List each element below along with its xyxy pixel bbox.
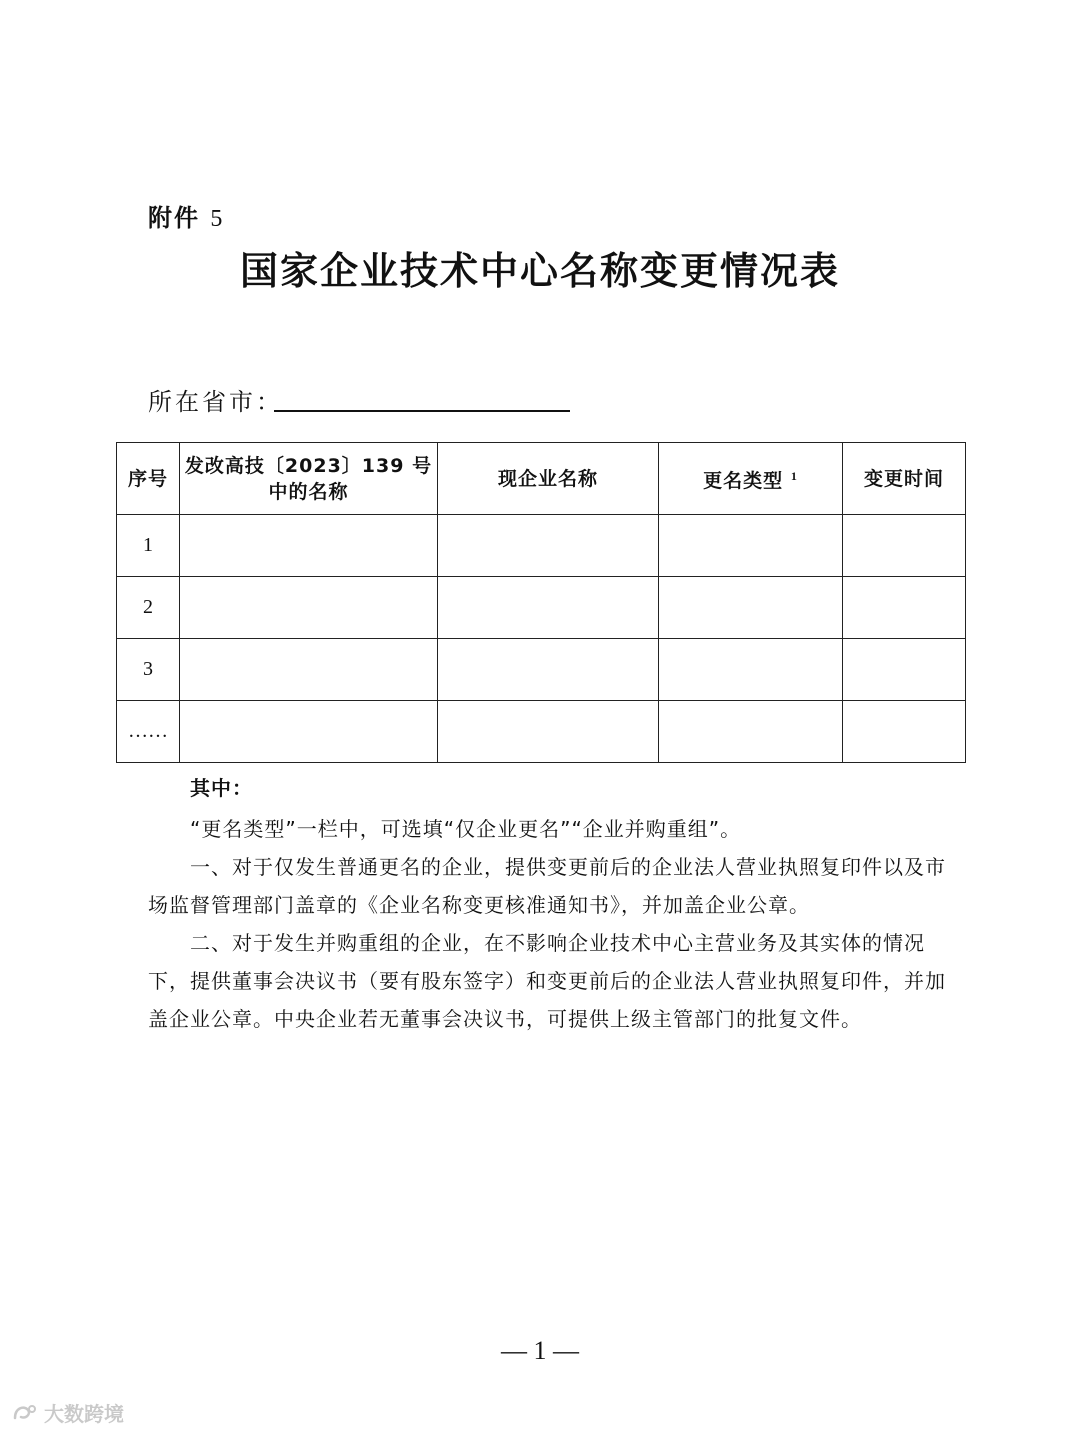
footnote-marker: 1 (790, 469, 798, 483)
cell-current-name[interactable] (438, 639, 659, 701)
notes-paragraph-2: 二、对于发生并购重组的企业，在不影响企业技术中心主营业务及其实体的情况下，提供董事会决议书（要有股东签字）和变更前后的企业法人营业执照复印件，并加盖企业公章。中央企业若无董事会决议书，可提供上级主管部门的批复文件。 (148, 931, 946, 1031)
attachment-label (148, 198, 224, 233)
header-old-name-line1: 发改高技〔2023〕139 号 (184, 454, 433, 477)
table-row (117, 639, 966, 701)
table-row (117, 701, 966, 763)
watermark-text: 大数跨境 (44, 1402, 124, 1426)
province-label: 所在省市： (148, 388, 283, 416)
header-seq: 序号 (117, 443, 180, 515)
notes-heading: 其中： (190, 776, 253, 800)
cell-change-time[interactable] (843, 701, 966, 763)
cell-change-time[interactable] (843, 577, 966, 639)
header-old-name (180, 443, 438, 515)
cell-change-time[interactable] (843, 639, 966, 701)
header-current-name: 现企业名称 (438, 443, 659, 515)
cell-current-name[interactable] (438, 577, 659, 639)
attachment-number: 5 (210, 206, 225, 232)
row-seq: …… (117, 701, 180, 763)
row-seq: 3 (117, 639, 180, 701)
table-header-row (117, 443, 966, 515)
cell-old-name[interactable] (180, 515, 438, 577)
cell-change-type[interactable] (659, 639, 843, 701)
row-seq: 2 (117, 577, 180, 639)
cell-current-name[interactable] (438, 701, 659, 763)
cell-change-time[interactable] (843, 515, 966, 577)
province-fill-line (274, 410, 570, 412)
notes-line: “更名类型”一栏中，可选填“仅企业更名”“企业并购重组”。 (190, 817, 742, 841)
attachment-prefix: 附件 (148, 204, 200, 232)
watermark (12, 1398, 124, 1427)
notes-paragraph-1: 一、对于仅发生普通更名的企业，提供变更前后的企业法人营业执照复印件以及市场监督管理部门盖章的《企业名称变更核准通知书》，并加盖企业公章。 (148, 855, 946, 917)
page-number: — 1 — (501, 1336, 579, 1365)
header-change-type (659, 443, 843, 515)
header-old-name-line2: 中的名称 (268, 480, 349, 503)
cell-change-type[interactable] (659, 701, 843, 763)
header-change-time: 变更时间 (843, 443, 966, 515)
cell-old-name[interactable] (180, 577, 438, 639)
header-change-type-label: 更名类型 (703, 470, 784, 492)
cell-old-name[interactable] (180, 701, 438, 763)
cell-change-type[interactable] (659, 515, 843, 577)
cell-old-name[interactable] (180, 639, 438, 701)
cell-current-name[interactable] (438, 515, 659, 577)
cell-change-type[interactable] (659, 577, 843, 639)
document-title: 国家企业技术中心名称变更情况表 (239, 249, 840, 293)
table-row (117, 515, 966, 577)
table-row (117, 577, 966, 639)
row-seq: 1 (117, 515, 180, 577)
name-change-table (116, 442, 966, 763)
notes-section (148, 776, 948, 1038)
watermark-logo-icon (12, 1402, 38, 1424)
